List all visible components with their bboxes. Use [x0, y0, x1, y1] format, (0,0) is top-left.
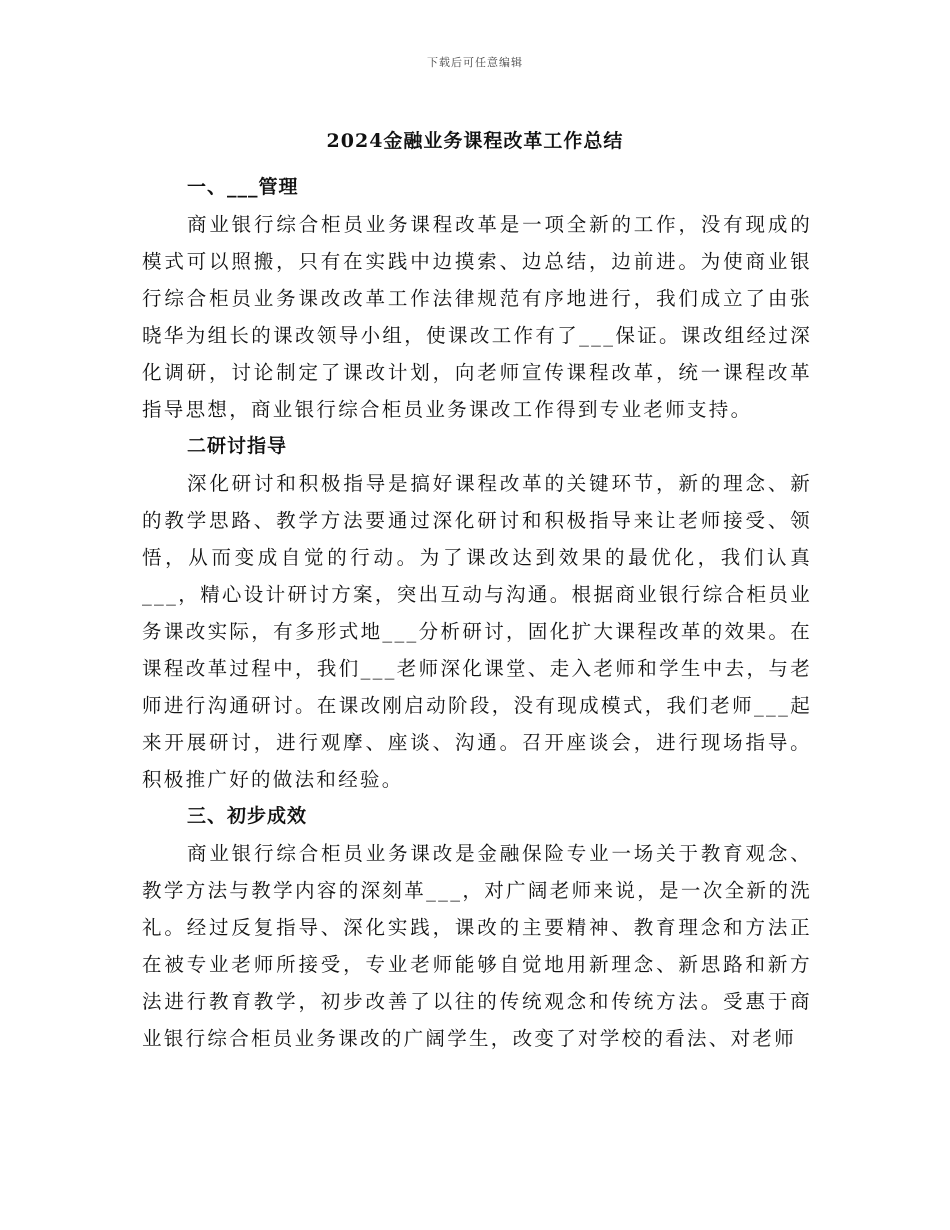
document-body [142, 169, 812, 1057]
section-paragraph-1: 商业银行综合柜员业务课程改革是一项全新的工作，没有现成的模式可以照搬，只有在实践中边摸索、边总结，边前进。为使商业银行综合柜员业务课改改革工作法律规范有序地进行，我们成立了由张晓华为组长的课改领导小组，使课改工作有了___保证。课改组经过深化调研，讨论制定了课改计划，向老师宣传课程改革，统一课程改革指导思想，商业银行综合柜员业务课改工作得到专业老师支持。 [142, 213, 812, 421]
section-heading-3: 三、初步成效 [187, 805, 308, 827]
section-paragraph-2: 深化研讨和积极指导是搞好课程改革的关键环节，新的理念、新的教学思路、教学方法要通过深化研讨和积极指导来让老师接受、领悟，从而变成自觉的行动。为了课改达到效果的最优化，我们认真___，精心设计研讨方案，突出互动与沟通。根据商业银行综合柜员业务课改实际，有多形式地___分析研讨，固化扩大课程改革的效果。在课程改革过程中，我们___老师深化课堂、走入老师和学生中去，与老师进行沟通研讨。在课改刚启动阶段，没有现成模式，我们老师___起来开展研讨，进行观摩、座谈、沟通。召开座谈会，进行现场指导。积极推广好的做法和经验。 [142, 472, 812, 791]
section-heading-1: 一、___管理 [187, 176, 299, 198]
header-note: 下载后可任意编辑 [427, 56, 523, 69]
section-heading-2: 二研讨指导 [187, 435, 288, 457]
section-paragraph-3: 商业银行综合柜员业务课改是金融保险专业一场关于教育观念、教学方法与教学内容的深刻革___，对广阔老师来说，是一次全新的洗礼。经过反复指导、深化实践，课改的主要精神、教育理念和方法正在被专业老师所接受，专业老师能够自觉地用新理念、新思路和新方法进行教育教学，初步改善了以往的传统观念和传统方法。受惠于商业银行综合柜员业务课改的广阔学生，改变了对学校的看法、对老师 [142, 842, 812, 1050]
document-title: 2024金融业务课程改革工作总结 [326, 130, 624, 152]
